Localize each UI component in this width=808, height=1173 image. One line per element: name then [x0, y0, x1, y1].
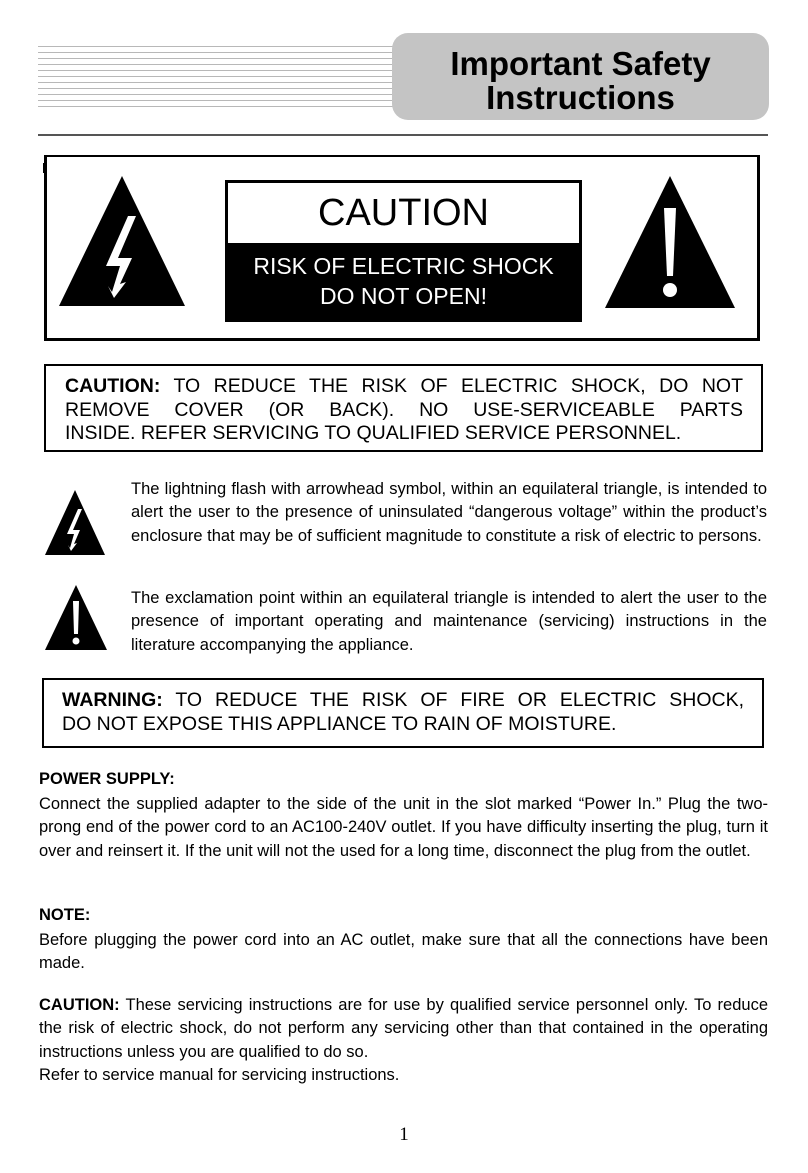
- lightning-symbol-explanation: The lightning flash with arrowhead symbol, within an equilateral triangle, is intended to alert the user to the presence of uninsulated “dangerous voltage” within the product’s enclosure that may be of sufficient magnitude to constitute a risk of electric to persons.: [131, 480, 767, 545]
- header-decorative-lines: [38, 46, 438, 112]
- power-supply-text: Connect the supplied adapter to the side of the unit in the slot marked “Power In.” Plug the two-prong end of the power cord to an AC100-240V outlet. If you have difficulty inserting the plug, turn it over and reinsert it. If the unit will not the used for a long time, disconnect the plug from the outlet.: [39, 795, 768, 860]
- warning-notice-box: [42, 678, 764, 748]
- power-supply-heading: POWER SUPPLY:: [39, 770, 175, 788]
- header-divider: [38, 134, 768, 136]
- exclamation-triangle-icon: [604, 174, 736, 310]
- header-title-line1: Important Safety: [450, 45, 711, 82]
- header-title-line2: Instructions: [486, 79, 675, 116]
- panel-corner-mark: [43, 163, 45, 173]
- caution-risk-line: RISK OF ELECTRIC SHOCK: [253, 253, 554, 279]
- caution-notice-box: [44, 364, 763, 452]
- exclamation-symbol-explanation: The exclamation point within an equilateral triangle is intended to alert the user to the presence of important operating and maintenance (servicing) instructions in the literature accompanying the appliance.: [131, 589, 767, 654]
- note-text: Before plugging the power cord into an AC outlet, make sure that all the connections have been made.: [39, 931, 768, 973]
- note-heading: NOTE:: [39, 906, 91, 924]
- header-title-tab: [392, 33, 769, 120]
- caution-notice-label: CAUTION:: [65, 375, 161, 397]
- exclamation-triangle-small-icon: [44, 584, 108, 652]
- caution-service-label: CAUTION:: [39, 996, 120, 1014]
- caution-do-not-open-line: DO NOT OPEN!: [320, 283, 487, 309]
- warning-notice-text: WARNING: TO REDUCE THE RISK OF FIRE OR ELECTRIC SHOCK, DO NOT EXPOSE THIS APPLIANCE TO RAIN OF MOISTURE.: [62, 689, 744, 735]
- lightning-triangle-small-icon: [44, 489, 106, 557]
- warning-notice-last-line: DO NOT EXPOSE THIS APPLIANCE TO RAIN OF MOISTURE.: [62, 712, 617, 735]
- page-number: 1: [399, 1124, 409, 1145]
- caution-black-band: [228, 243, 579, 319]
- caution-label-box: [225, 180, 582, 322]
- caution-service-last-line: Refer to service manual for servicing instructions.: [39, 1066, 400, 1085]
- caution-service-text: CAUTION: These servicing instructions are for use by qualified service personnel only. To reduce the risk of electric shock, do not perform any servicing other than that contained in the operating instructions unless you are qualified to do so. Refer to service manual for servicing instructions.: [39, 994, 768, 1088]
- lightning-triangle-icon: [58, 174, 186, 308]
- caution-notice-last-line: INSIDE. REFER SERVICING TO QUALIFIED SERVICE PERSONNEL.: [65, 422, 682, 444]
- caution-notice-text: CAUTION: TO REDUCE THE RISK OF ELECTRIC SHOCK, DO NOT REMOVE COVER (OR BACK). NO USE-SERVICEABLE PARTS INSIDE. REFER SERVICING TO QUALIFIED SERVICE PERSONNEL.: [65, 375, 743, 444]
- warning-notice-label: WARNING:: [62, 689, 163, 711]
- caution-title: CAUTION: [318, 192, 489, 234]
